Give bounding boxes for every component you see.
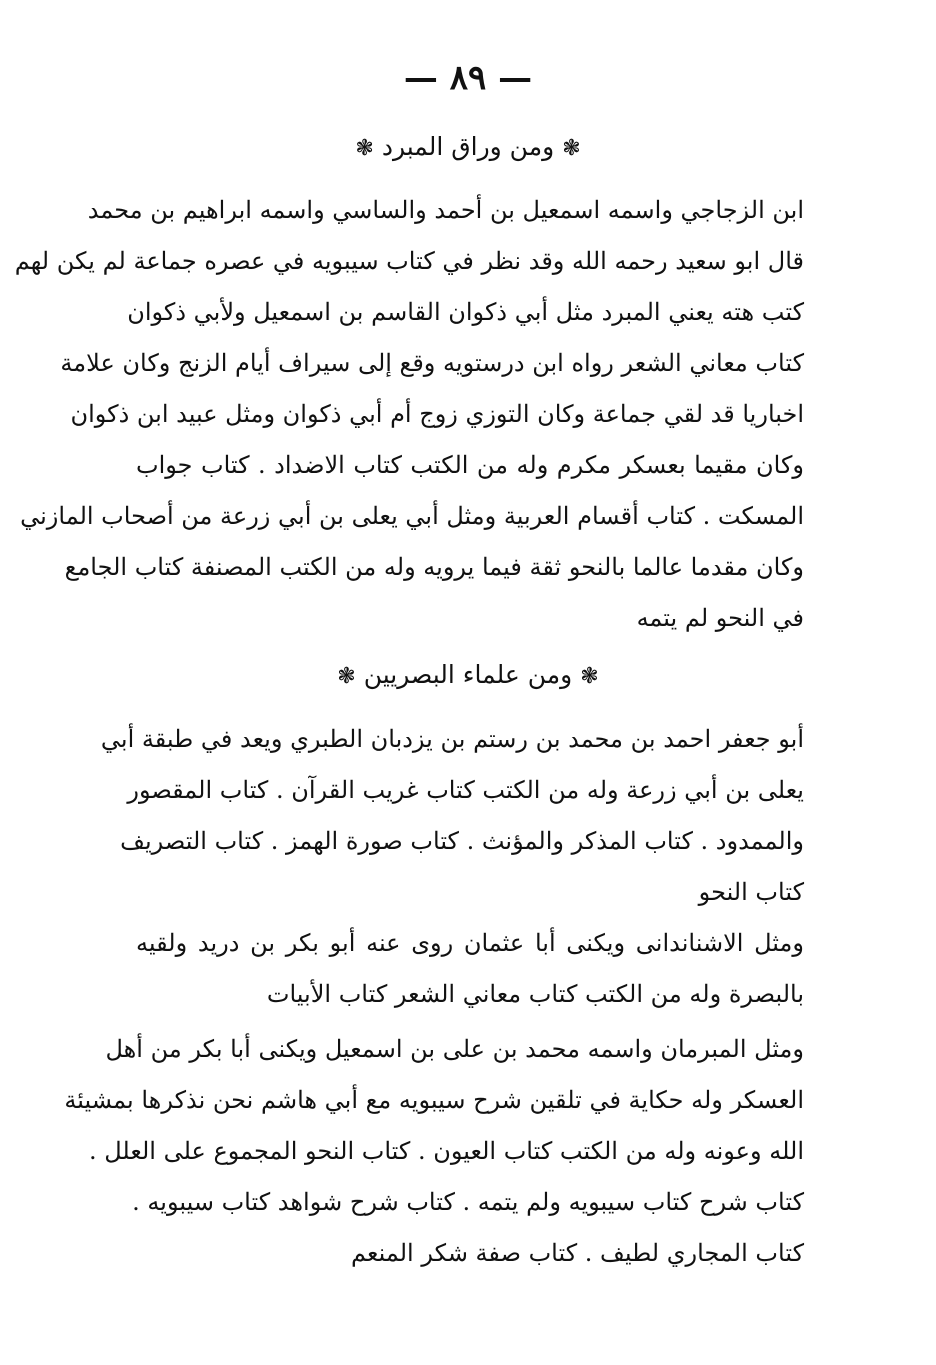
- text-line: كتاب معاني الشعر رواه ابن درستويه وقع إلى سيراف أيام الزنج وكان علامة: [60, 349, 804, 377]
- text-line: كتب هته يعني المبرد مثل أبي ذكوان القاسم بن اسمعيل ولأبي ذكوان: [127, 298, 804, 326]
- paragraph-ushnandani: [136, 918, 804, 1020]
- text-line: ومثل الاشناندانى ويكنى أبا عثمان روى عنه أبو بكر بن دريد ولقيه: [136, 929, 804, 957]
- text-line: في النحو لم يتمه: [636, 604, 804, 632]
- page-number: — ٨٩ —: [403, 58, 533, 98]
- ornament-icon: ❃: [580, 664, 599, 689]
- text-line: أبو جعفر احمد بن محمد بن رستم بن يزدبان الطبري ويعد في طبقة أبي: [100, 725, 804, 753]
- section-heading-basran-scholars: [0, 660, 936, 689]
- text-line: العسكر وله حكاية في تلقين شرح سيبويه مع أبي هاشم نحن نذكرها بمشيئة: [64, 1086, 804, 1114]
- heading-text: ومن علماء البصريين: [363, 660, 573, 689]
- text-line: كتاب النحو: [698, 878, 804, 906]
- paragraph-abu-jafar-tabari: [100, 714, 804, 918]
- heading-text: ومن وراق المبرد: [381, 132, 555, 161]
- ornament-icon: ❃: [355, 136, 374, 161]
- text-line: الله وعونه وله من الكتب كتاب العيون . كتاب النحو المجموع على العلل .: [89, 1137, 804, 1165]
- ornament-icon: ❃: [562, 136, 581, 161]
- text-line: يعلى بن أبي زرعة وله من الكتب كتاب غريب القرآن . كتاب المقصور: [127, 776, 804, 804]
- text-line: بالبصرة وله من الكتب كتاب معاني الشعر كتاب الأبيات: [266, 980, 804, 1008]
- paragraph-mabraman: [64, 1024, 804, 1279]
- text-line: اخباريا قد لقي جماعة وكان التوزي زوج أم أبي ذكوان ومثل عبيد ابن ذكوان: [70, 400, 804, 428]
- text-line: والممدود . كتاب المذكر والمؤنث . كتاب صورة الهمز . كتاب التصريف: [120, 827, 804, 855]
- text-line: قال ابو سعيد رحمه الله وقد نظر في كتاب سيبويه في عصره جماعة لم يكن لهم: [14, 247, 804, 275]
- text-line: وكان مقيما بعسكر مكرم وله من الكتب كتاب الاضداد . كتاب جواب: [136, 451, 804, 479]
- text-line: كتاب المجاري لطيف . كتاب صفة شكر المنعم: [351, 1239, 804, 1267]
- text-line: ابن الزجاجي واسمه اسمعيل بن أحمد والساسي واسمه ابراهيم بن محمد: [87, 196, 804, 224]
- text-line: كتاب شرح كتاب سيبويه ولم يتمه . كتاب شرح شواهد كتاب سيبويه .: [132, 1188, 804, 1216]
- section-heading-mubarrad-copyists: [0, 132, 936, 161]
- text-line: وكان مقدما عالما بالنحو ثقة فيما يرويه وله من الكتب المصنفة كتاب الجامع: [64, 553, 804, 581]
- paragraph-mubarrad-copyists: [14, 185, 804, 644]
- ornament-icon: ❃: [337, 664, 356, 689]
- text-line: ومثل المبرمان واسمه محمد بن على بن اسمعيل ويكنى أبا بكر من أهل: [105, 1035, 804, 1063]
- text-line: المسكت . كتاب أقسام العربية ومثل أبي يعلى بن أبي زرعة من أصحاب المازني: [20, 502, 804, 530]
